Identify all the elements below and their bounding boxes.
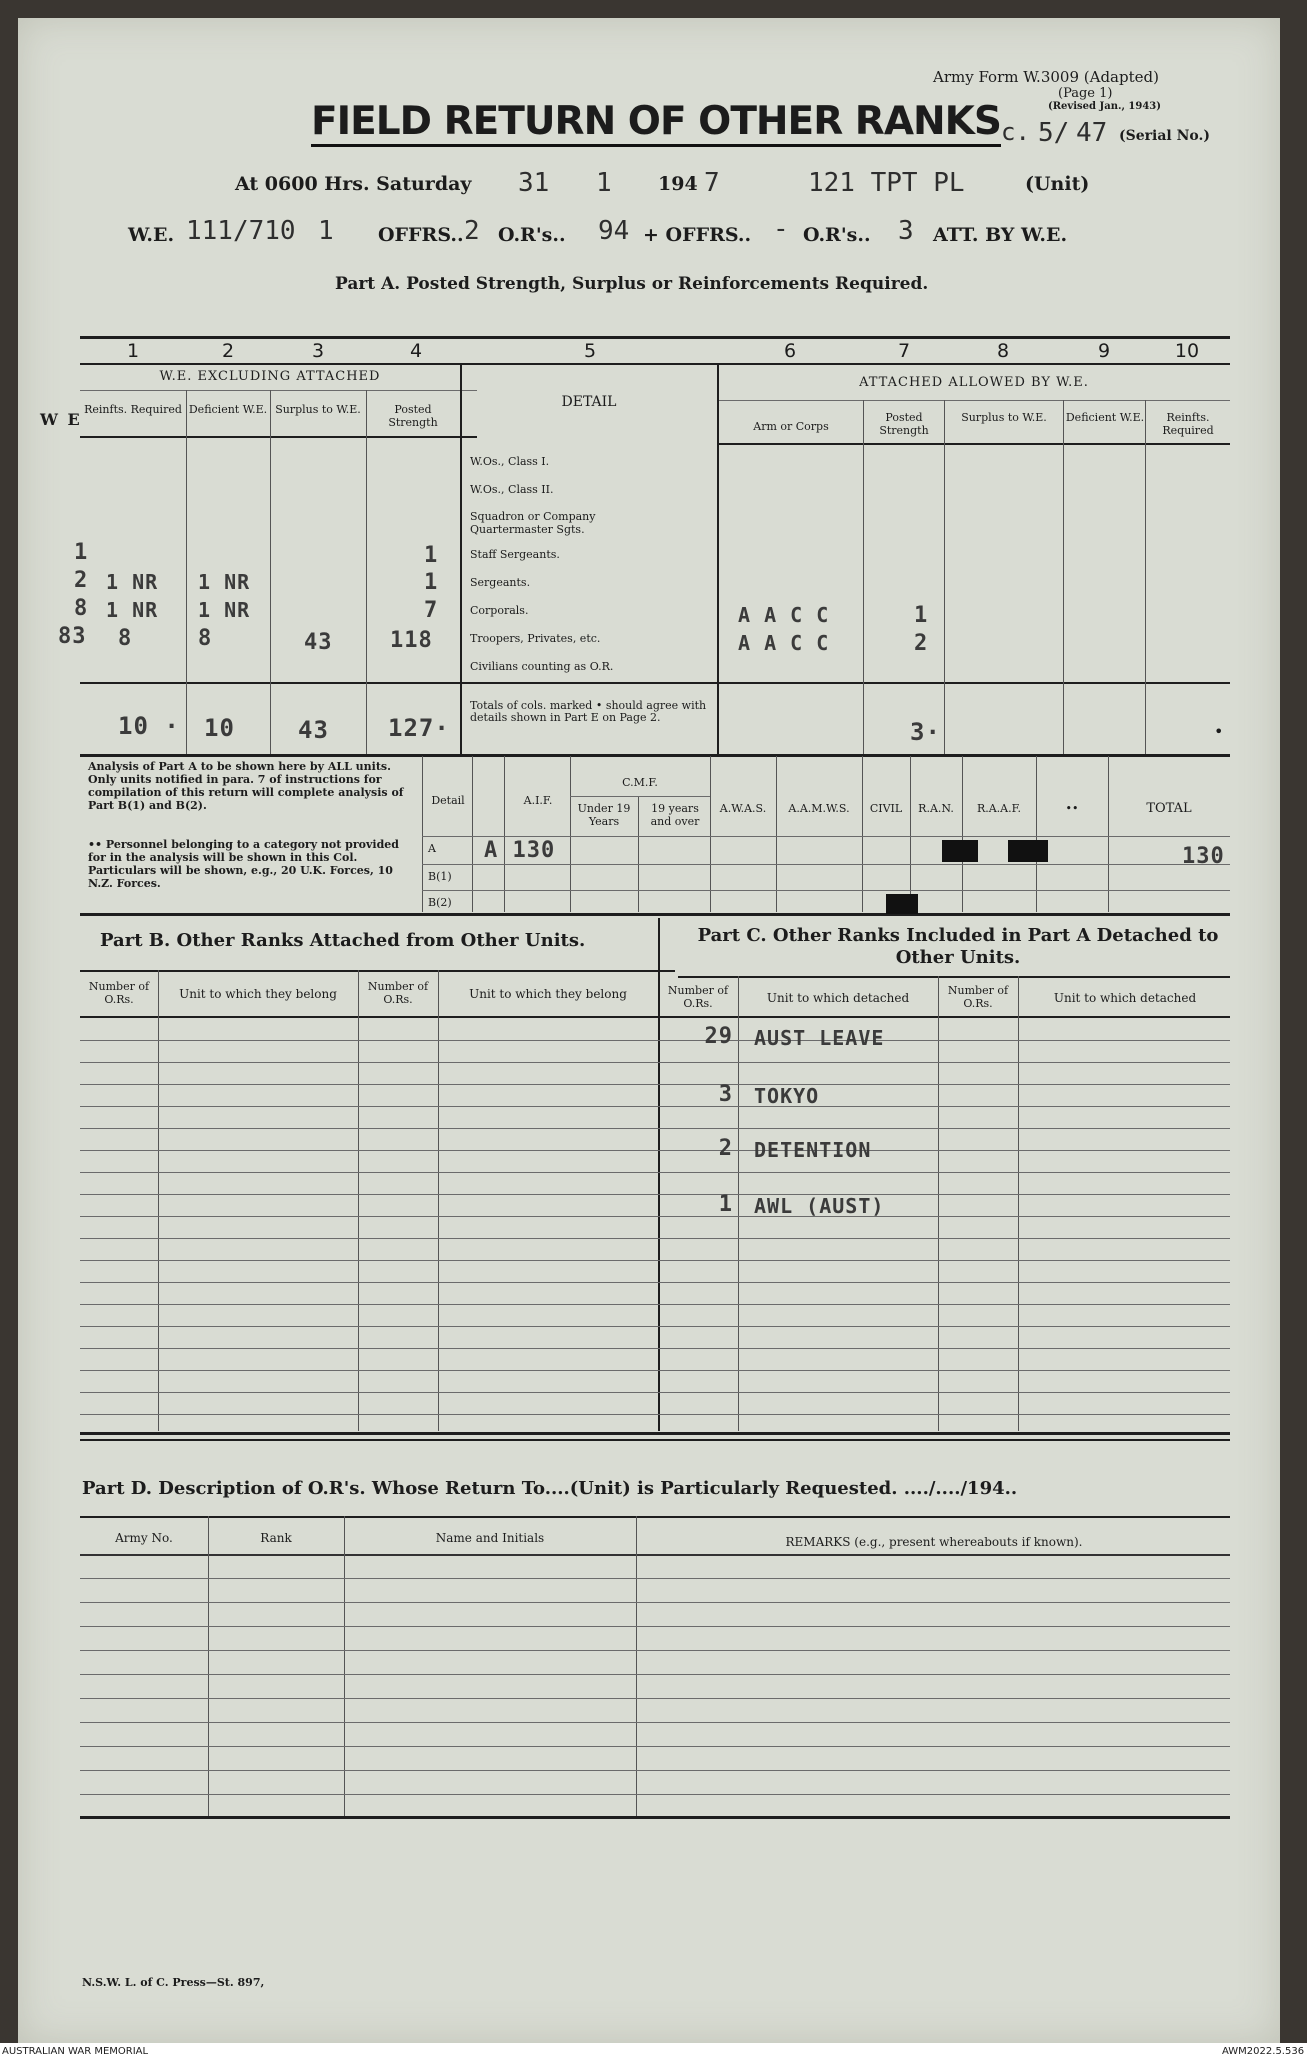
we-staff-sgts: 1 bbox=[74, 540, 89, 565]
we-cpls: 8 bbox=[74, 596, 89, 621]
vline-a8 bbox=[1063, 400, 1064, 754]
part-b-col3: Number of O.Rs. bbox=[367, 980, 429, 1006]
deficient-sgts: 1 NR bbox=[198, 570, 251, 594]
col-number-10: 10 bbox=[1174, 340, 1200, 362]
vline-an7 bbox=[862, 756, 863, 912]
we-suffix: 1 bbox=[318, 216, 334, 246]
bc-rule-16 bbox=[80, 1370, 1230, 1371]
bc-rule-1 bbox=[80, 1040, 1230, 1041]
vline-c2 bbox=[938, 976, 939, 1431]
d-rule-2 bbox=[80, 1602, 1230, 1603]
analysis-detail-header: Detail bbox=[431, 794, 465, 807]
analysis-civil-header: CIVIL bbox=[869, 802, 903, 815]
part-c-num-3: 2 bbox=[718, 1136, 733, 1161]
ors-value: 94 bbox=[598, 216, 630, 246]
att-posted-cpls: 1 bbox=[914, 603, 929, 628]
deficient-troopers: 8 bbox=[198, 626, 213, 651]
total-att-posted: 3· bbox=[910, 718, 941, 746]
vline-a1 bbox=[186, 390, 187, 754]
footer-left: AUSTRALIAN WAR MEMORIAL bbox=[2, 2046, 149, 2057]
part-d-bottom bbox=[80, 1816, 1230, 1819]
bc-rule-18 bbox=[80, 1414, 1230, 1415]
redaction-civil bbox=[886, 894, 918, 914]
col-number-3: 3 bbox=[311, 340, 325, 362]
form-page: (Page 1) bbox=[1058, 86, 1113, 101]
vline-an11 bbox=[1108, 756, 1109, 912]
row-detail-staff-sgts: Staff Sergeants. bbox=[470, 548, 560, 561]
bc-rule-8 bbox=[80, 1194, 1230, 1195]
header-time-label: At 0600 Hrs. Saturday bbox=[235, 173, 472, 195]
part-c-unit-2: TOKYO bbox=[754, 1084, 820, 1108]
plus-offrs-value: - bbox=[773, 214, 789, 244]
serial-value: 5/ bbox=[1038, 118, 1070, 148]
part-b-col2: Unit to which they belong bbox=[179, 987, 337, 1001]
ors2-label: O.R's.. bbox=[803, 224, 871, 246]
col-number-7: 7 bbox=[897, 340, 911, 362]
vline-an4 bbox=[638, 796, 639, 912]
part-c-num-2: 3 bbox=[718, 1082, 733, 1107]
posted-staff-sgts: 1 bbox=[424, 543, 439, 568]
vline-an2 bbox=[504, 756, 505, 912]
right-group-rule bbox=[718, 400, 1230, 401]
row-detail-wo1: W.Os., Class I. bbox=[470, 455, 550, 468]
archive-footer bbox=[0, 2043, 1307, 2061]
header-reinf-required: Reinfts. Required bbox=[84, 403, 182, 416]
total-surplus: 43 bbox=[298, 716, 329, 744]
bc-rule-15 bbox=[80, 1348, 1230, 1349]
col-number-1: 1 bbox=[126, 340, 140, 362]
vline-a3 bbox=[366, 390, 367, 754]
analysis-over19-header: 19 years and over bbox=[650, 802, 700, 828]
part-c-unit-3: DETENTION bbox=[754, 1138, 872, 1162]
part-d-col3: Name and Initials bbox=[435, 1531, 545, 1545]
analysis-header-rule bbox=[422, 836, 1230, 837]
vline-an10 bbox=[1036, 756, 1037, 912]
att-posted-troopers: 2 bbox=[914, 631, 929, 656]
reinf-sgts: 1 NR bbox=[106, 570, 159, 594]
bc-rule-17 bbox=[80, 1392, 1230, 1393]
vline-d3 bbox=[636, 1516, 637, 1816]
d-rule-10 bbox=[80, 1794, 1230, 1795]
part-c-col4: Unit to which detached bbox=[1053, 991, 1197, 1005]
deficient-cpls: 1 NR bbox=[198, 598, 251, 622]
margin-mark: W E bbox=[40, 410, 82, 429]
reinf-cpls: 1 NR bbox=[106, 598, 159, 622]
redaction-ran bbox=[942, 840, 978, 862]
right-header-rule bbox=[718, 443, 1230, 445]
totals-detail-note: Totals of cols. marked • should agree with details shown in Part E on Page 2. bbox=[470, 699, 707, 724]
bc-rule-4 bbox=[80, 1106, 1230, 1107]
part-b-header-top bbox=[80, 970, 675, 972]
col-number-5: 5 bbox=[583, 340, 597, 362]
header-att-deficient: Deficient W.E. bbox=[1065, 411, 1145, 424]
serial-value-2: 47 bbox=[1076, 118, 1108, 148]
part-c-col3: Number of O.Rs. bbox=[947, 984, 1009, 1010]
header-unit-value: 121 TPT PL bbox=[808, 168, 965, 198]
header-day: 31 bbox=[518, 168, 550, 198]
bc-rule-2 bbox=[80, 1062, 1230, 1063]
bc-rule-5 bbox=[80, 1128, 1230, 1129]
form-revised: (Revised Jan., 1943) bbox=[1048, 101, 1161, 112]
analysis-note-other: •• Personnel belonging to a category not provided for in the analysis will be shown in this Col. Particulars will be shown, e.g., 20 U.K. Forces, 10 N.Z. Forces. bbox=[88, 838, 399, 890]
vline-an9 bbox=[962, 756, 963, 912]
left-group-rule bbox=[80, 390, 477, 391]
redaction-raaf bbox=[1008, 840, 1048, 862]
part-bc-bottom-2 bbox=[80, 1439, 1230, 1441]
we-value: 111/710 bbox=[186, 216, 296, 246]
header-year: 7 bbox=[704, 168, 720, 198]
posted-cpls: 7 bbox=[424, 598, 439, 623]
part-bc-header-bottom bbox=[80, 1016, 1230, 1018]
bc-rule-6 bbox=[80, 1150, 1230, 1151]
header-att-reinf: Reinfts. Required bbox=[1162, 411, 1214, 437]
we-label: W.E. bbox=[128, 224, 175, 246]
analysis-row-b1: B(1) bbox=[428, 870, 452, 883]
serial-prefix: c. bbox=[1001, 118, 1030, 146]
vline-an6 bbox=[776, 756, 777, 912]
col-number-4: 4 bbox=[409, 340, 423, 362]
posted-sgts: 1 bbox=[424, 570, 439, 595]
army-form-number: Army Form W.3009 (Adapted) bbox=[933, 68, 1159, 86]
part-d-col4: REMARKS (e.g., present whereabouts if known). bbox=[785, 1535, 1083, 1549]
part-c-unit-4: AWL (AUST) bbox=[754, 1194, 885, 1218]
d-rule-5 bbox=[80, 1674, 1230, 1675]
row-detail-wo2: W.Os., Class II. bbox=[470, 483, 554, 496]
total-dot: • bbox=[1214, 722, 1224, 741]
row-detail-troopers: Troopers, Privates, etc. bbox=[470, 632, 601, 645]
arm-cpls: A A C C bbox=[738, 603, 830, 627]
ors-label: O.R's.. bbox=[498, 224, 566, 246]
analysis-bottom-rule bbox=[80, 913, 1230, 916]
part-a-colnum-rule bbox=[80, 363, 1230, 365]
vline-an0 bbox=[422, 756, 423, 912]
plus-offrs-label: + OFFRS.. bbox=[643, 224, 752, 246]
offrs-label: OFFRS.. bbox=[378, 224, 464, 246]
d-rule-7 bbox=[80, 1722, 1230, 1723]
analysis-raaf-header: R.A.A.F. bbox=[976, 802, 1022, 815]
total-reinf: 10 · bbox=[118, 712, 180, 740]
d-rule-3 bbox=[80, 1626, 1230, 1627]
posted-troopers: 118 bbox=[390, 628, 433, 653]
serial-label: (Serial No.) bbox=[1119, 128, 1210, 144]
part-d-col1: Army No. bbox=[115, 1531, 173, 1545]
analysis-awas-header: A.W.A.S. bbox=[719, 802, 767, 815]
bc-rule-10 bbox=[80, 1238, 1230, 1239]
vline-a9 bbox=[1145, 400, 1146, 754]
we-sgts: 2 bbox=[74, 568, 89, 593]
att-label: ATT. BY W.E. bbox=[933, 224, 1068, 246]
part-c-col1: Number of O.Rs. bbox=[667, 984, 729, 1010]
form-title: FIELD RETURN OF OTHER RANKS bbox=[311, 100, 1001, 147]
vline-an5 bbox=[710, 756, 711, 912]
part-a-rows-bottom bbox=[80, 682, 1230, 684]
analysis-row-b2: B(2) bbox=[428, 896, 452, 909]
ors2-value: 3 bbox=[898, 216, 914, 246]
vline-a6 bbox=[863, 400, 864, 754]
analysis-ran-header: R.A.N. bbox=[918, 802, 954, 815]
vline-a2 bbox=[270, 390, 271, 754]
col-number-6: 6 bbox=[783, 340, 797, 362]
total-deficient: 10 bbox=[204, 714, 235, 742]
row-detail-civilians: Civilians counting as O.R. bbox=[470, 660, 614, 673]
col-number-8: 8 bbox=[996, 340, 1010, 362]
analysis-row-a-rule bbox=[422, 864, 1230, 865]
col-number-2: 2 bbox=[221, 340, 235, 362]
bc-rule-12 bbox=[80, 1282, 1230, 1283]
header-att-surplus: Surplus to W.E. bbox=[961, 411, 1047, 424]
vline-a5 bbox=[717, 363, 719, 754]
analysis-row-b1-rule bbox=[422, 890, 1230, 891]
bc-rule-11 bbox=[80, 1260, 1230, 1261]
part-d-header-top bbox=[80, 1516, 1230, 1518]
we-troopers: 83 bbox=[58, 624, 87, 649]
analysis-total-header: TOTAL bbox=[1146, 801, 1192, 816]
bc-rule-7 bbox=[80, 1172, 1230, 1173]
d-rule-4 bbox=[80, 1650, 1230, 1651]
analysis-other-header: •• bbox=[1065, 802, 1079, 815]
vline-a7 bbox=[944, 400, 945, 754]
row-detail-qm-sgts: Squadron or Company Quartermaster Sgts. bbox=[470, 510, 596, 536]
vline-c1 bbox=[738, 976, 739, 1431]
analysis-aamws-header: A.A.M.W.S. bbox=[788, 802, 850, 815]
part-c-col2: Unit to which detached bbox=[766, 991, 910, 1005]
analysis-cmf-header: C.M.F. bbox=[622, 776, 658, 789]
vline-c3 bbox=[1018, 976, 1019, 1431]
part-c-header-top bbox=[678, 976, 1230, 978]
part-b-col1: Number of O.Rs. bbox=[88, 980, 150, 1006]
d-rule-1 bbox=[80, 1578, 1230, 1579]
header-att-posted: Posted Strength bbox=[879, 411, 929, 437]
part-a-bottom-rule bbox=[80, 754, 1230, 757]
group-right-header: ATTACHED ALLOWED BY W.E. bbox=[859, 375, 1089, 390]
footer-right: AWM2022.5.536 bbox=[1222, 2046, 1305, 2057]
analysis-under19-header: Under 19 Years bbox=[577, 802, 631, 828]
part-a-top-rule bbox=[80, 336, 1230, 339]
analysis-row-a: A bbox=[428, 842, 436, 855]
header-surplus: Surplus to W.E. bbox=[275, 403, 361, 416]
analysis-note: Analysis of Part A to be shown here by ALL units. Only units notified in para. 7 of instructions for compilation of this return will complete analysis of Part B(1) and B(2). bbox=[88, 760, 404, 812]
cmf-subrule bbox=[570, 796, 710, 797]
col-number-9: 9 bbox=[1097, 340, 1111, 362]
press-imprint: N.S.W. L. of C. Press—St. 897, bbox=[82, 1976, 265, 1989]
vline-d2 bbox=[344, 1516, 345, 1816]
part-d-col2: Rank bbox=[260, 1531, 292, 1545]
d-rule-6 bbox=[80, 1698, 1230, 1699]
part-b-col4: Unit to which they belong bbox=[469, 987, 627, 1001]
analysis-aif-value: A 130 bbox=[484, 838, 556, 863]
part-d-title: Part D. Description of O.R's. Whose Return To....(Unit) is Particularly Requested. ..../..../194.. bbox=[82, 1478, 1018, 1499]
header-year-prefix: 194 bbox=[658, 173, 698, 195]
part-c-num-1: 29 bbox=[704, 1024, 733, 1049]
total-posted: 127· bbox=[388, 714, 450, 742]
d-rule-9 bbox=[80, 1770, 1230, 1771]
header-deficient: Deficient W.E. bbox=[188, 403, 268, 416]
row-detail-cpls: Corporals. bbox=[470, 604, 529, 617]
bc-rule-14 bbox=[80, 1326, 1230, 1327]
part-bc-bottom bbox=[80, 1432, 1230, 1435]
header-month: 1 bbox=[596, 168, 612, 198]
part-c-title: Part C. Other Ranks Included in Part A Detached to Other Units. bbox=[697, 925, 1219, 968]
surplus-troopers: 43 bbox=[304, 630, 333, 655]
reinf-troopers: 8 bbox=[118, 626, 133, 651]
analysis-aif-header: A.I.F. bbox=[523, 794, 553, 807]
bc-rule-9 bbox=[80, 1216, 1230, 1217]
header-arm-corps: Arm or Corps bbox=[753, 420, 829, 433]
bc-rule-3 bbox=[80, 1084, 1230, 1085]
bc-rule-13 bbox=[80, 1304, 1230, 1305]
part-b-title: Part B. Other Ranks Attached from Other Units. bbox=[100, 930, 586, 951]
arm-troopers: A A C C bbox=[738, 631, 830, 655]
vline-a4 bbox=[460, 363, 462, 754]
d-rule-8 bbox=[80, 1746, 1230, 1747]
part-c-unit-1: AUST LEAVE bbox=[754, 1026, 885, 1050]
detail-header: DETAIL bbox=[561, 394, 617, 410]
part-c-num-4: 1 bbox=[718, 1192, 733, 1217]
analysis-total-value: 130 bbox=[1182, 844, 1225, 869]
group-left-header: W.E. EXCLUDING ATTACHED bbox=[159, 369, 381, 384]
row-detail-sgts: Sergeants. bbox=[470, 576, 531, 589]
vline-an1 bbox=[472, 756, 473, 912]
part-d-header-bottom bbox=[80, 1554, 1230, 1556]
offrs-value: 2 bbox=[464, 216, 480, 246]
part-a-title: Part A. Posted Strength, Surplus or Reinforcements Required. bbox=[335, 274, 929, 294]
vline-d1 bbox=[208, 1516, 209, 1816]
header-posted: Posted Strength bbox=[388, 403, 438, 429]
form-paper bbox=[18, 18, 1280, 2043]
header-unit-label: (Unit) bbox=[1025, 173, 1090, 195]
left-header-rule bbox=[80, 436, 477, 438]
vline-an8 bbox=[910, 756, 911, 912]
